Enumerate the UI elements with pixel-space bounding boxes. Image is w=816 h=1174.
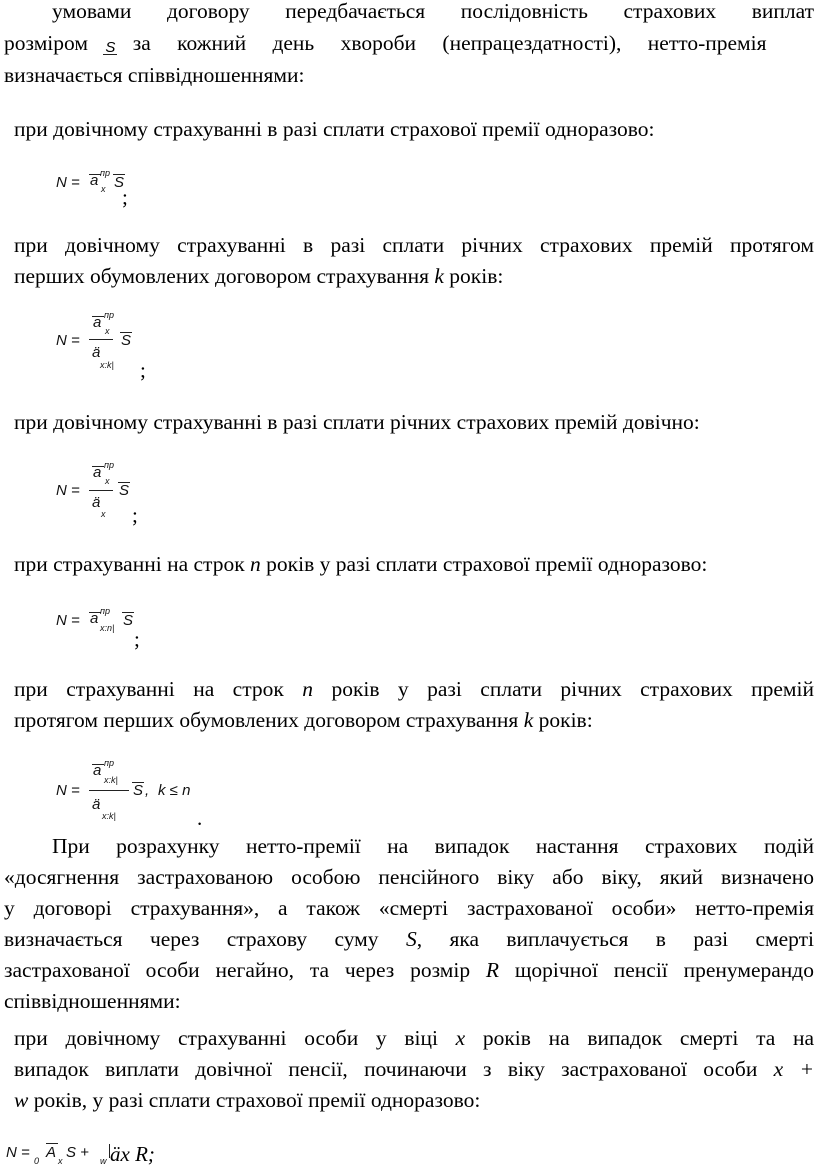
case-heading: при страхуванні на строк n років у разі сплати страхової премії одноразово: [14, 552, 708, 576]
paragraph-line: визначається через страхову суму S, яка виплачується в разі смерті [4, 927, 814, 951]
case-heading: при страхуванні на строк n років у разі сплати річних страхових премій [14, 677, 815, 701]
text: розміром [4, 31, 88, 55]
case-heading: w років, у разі сплати страхової премії одноразово: [14, 1088, 481, 1112]
paragraph-line: умовами договору передбачається послідовність страхових виплат [52, 0, 814, 23]
formula-4: N = a пр x:n| S [56, 606, 134, 633]
semicolon: ; [134, 627, 140, 651]
text: за кожний день хвороби (непрацездатності), нетто-премія [132, 31, 767, 55]
formula-1: N = a пр x S [56, 168, 125, 194]
case-heading: при довічному страхуванні в разі сплати річних страхових премій довічно: [14, 410, 700, 434]
paragraph-line: співвідношеннями: [4, 989, 181, 1013]
case-heading: випадок виплати довічної пенсії, починаючи з віку застрахованої особи x + [14, 1057, 814, 1081]
semicolon: ; [140, 358, 146, 382]
period: . [197, 806, 203, 830]
case-heading: при довічному страхуванні в разі сплати річних страхових премій протягом [14, 233, 814, 257]
formula-tail: äx R; [110, 1142, 155, 1166]
case-heading: протягом перших обумовлених договором страхування k років: [14, 708, 593, 732]
formula-3: N = a пр x ä x S [56, 460, 130, 519]
semicolon: ; [132, 503, 138, 527]
formula-6: N = 0 A x S + w [6, 1134, 116, 1164]
formula-2: N = a пр x ä x:k| S [56, 310, 132, 370]
semicolon: ; [122, 185, 128, 209]
paragraph-line: «досягнення застрахованою особою пенсійного віку або віку, який визначено [4, 865, 814, 889]
case-heading: при довічному страхуванні особи у віці x років на випадок смерті та на [14, 1026, 814, 1050]
case-heading: перших обумовлених договором страхування k років: [14, 264, 504, 288]
case-heading: при довічному страхуванні в разі сплати страхової премії одноразово: [14, 117, 655, 141]
paragraph-line: у договорі страхування», а також «смерті застрахованої особи» нетто-премія [4, 896, 814, 920]
paragraph-line: визначається співвідношеннями: [4, 63, 305, 87]
paragraph-line: розміром S за кожний день хвороби (непрацездатності), нетто-премія [4, 31, 767, 56]
formula-5: N = a пр x:k| ä x:k| S , k ≤ n [56, 758, 191, 821]
paragraph-line: При розрахунку нетто-премії на випадок настання страхових подій [52, 834, 814, 858]
paragraph-line: застрахованої особи негайно, та через розмір R щорічної пенсії пренумерандо [4, 958, 814, 982]
